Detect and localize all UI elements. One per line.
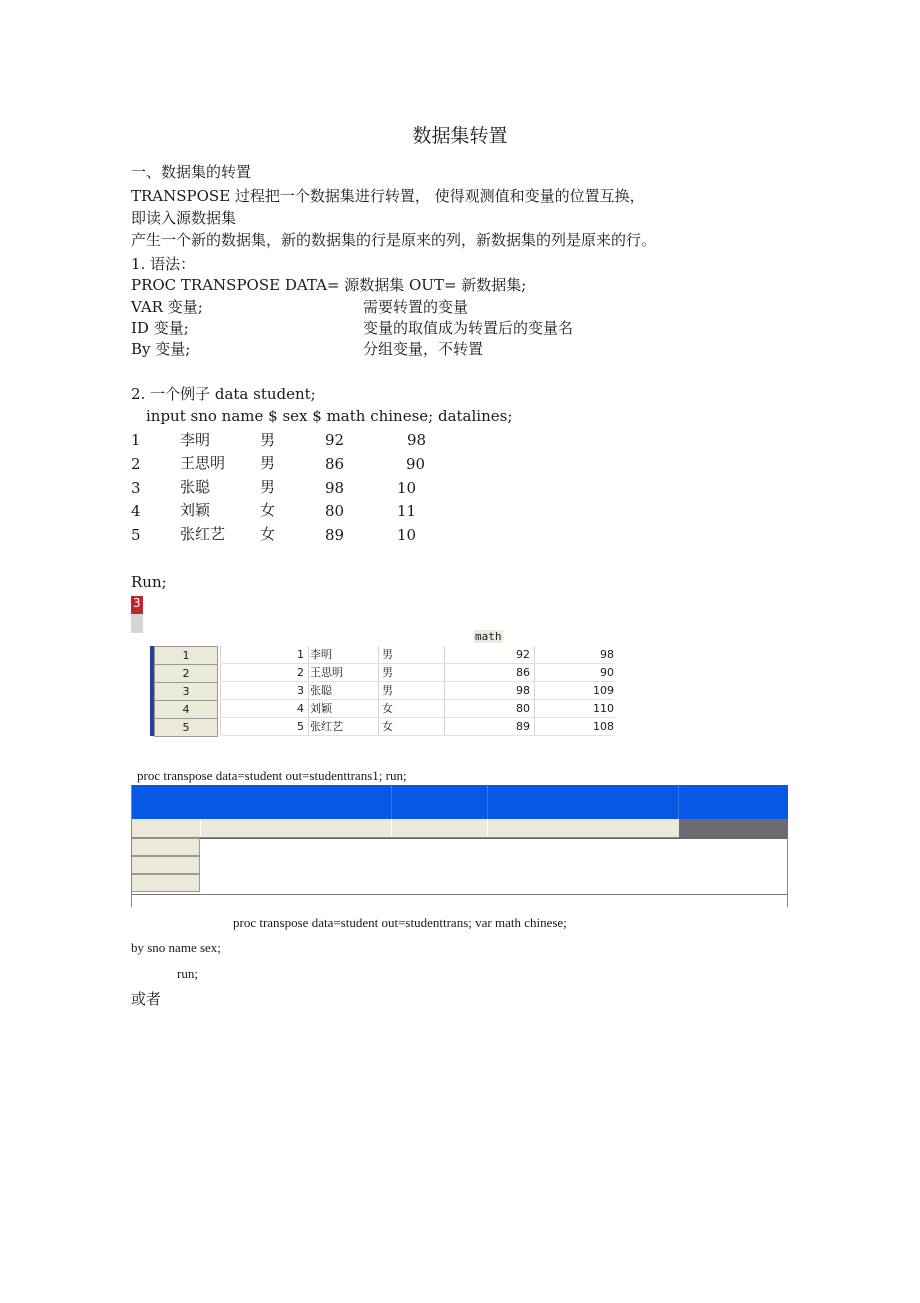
data-math: 80 bbox=[325, 502, 345, 520]
data-chinese: 90 bbox=[406, 455, 426, 473]
data-math: 86 bbox=[325, 455, 345, 473]
row-header[interactable]: 2 bbox=[154, 664, 218, 683]
data-math: 89 bbox=[325, 526, 345, 544]
run-statement: Run; bbox=[131, 573, 167, 591]
example-input-line: input sno name $ sex $ math chinese; datalines; bbox=[146, 407, 513, 425]
row-header[interactable] bbox=[131, 838, 200, 856]
data-name: 张红艺 bbox=[180, 525, 226, 543]
section-desc-1: TRANSPOSE 过程把一个数据集进行转置， 使得观测值和变量的位置互换， bbox=[131, 187, 645, 205]
cell-obs: 5 bbox=[297, 720, 304, 733]
cell-math: 92 bbox=[516, 648, 530, 661]
row-header[interactable] bbox=[131, 874, 200, 892]
data-sno: 4 bbox=[131, 502, 141, 520]
cell-name: 李明 bbox=[310, 648, 332, 661]
cell-math: 86 bbox=[516, 666, 530, 679]
cell-sex: 男 bbox=[382, 648, 393, 661]
section-heading: 一、数据集的转置 bbox=[131, 163, 252, 181]
data-sno: 1 bbox=[131, 431, 141, 449]
code-transpose-1: proc transpose data=student out=studenttrans1; run; bbox=[137, 768, 407, 783]
data-sex: 女 bbox=[260, 525, 276, 543]
data-sno: 5 bbox=[131, 526, 141, 544]
cell-obs: 2 bbox=[297, 666, 304, 679]
data-name: 刘颖 bbox=[180, 501, 211, 519]
code-transpose-2c: run; bbox=[177, 966, 198, 981]
window-titlebar bbox=[131, 785, 788, 819]
data-sex: 男 bbox=[260, 454, 276, 472]
data-chinese: 10 bbox=[397, 479, 417, 497]
table-row[interactable] bbox=[154, 646, 614, 664]
cell-chinese: 98 bbox=[600, 648, 614, 661]
code-transpose-2b: by sno name sex; bbox=[131, 940, 221, 955]
data-math: 92 bbox=[325, 431, 345, 449]
column-header-selected[interactable] bbox=[679, 819, 788, 838]
row-header[interactable]: 5 bbox=[154, 718, 218, 737]
cell-sex: 男 bbox=[382, 666, 393, 679]
cell-chinese: 110 bbox=[593, 702, 614, 715]
window-edge-glyph: 3 bbox=[133, 596, 141, 610]
table-row[interactable] bbox=[154, 664, 614, 682]
row-header[interactable]: 3 bbox=[154, 682, 218, 701]
cell-name: 张聪 bbox=[310, 684, 332, 697]
cell-sex: 女 bbox=[382, 720, 393, 733]
syntax-heading: 1. 语法： bbox=[131, 255, 196, 273]
data-chinese: 98 bbox=[407, 431, 427, 449]
row-header[interactable]: 1 bbox=[154, 646, 218, 665]
row-header[interactable] bbox=[131, 856, 200, 874]
data-math: 98 bbox=[325, 479, 345, 497]
cell-obs: 3 bbox=[297, 684, 304, 697]
table-body bbox=[200, 838, 788, 894]
cell-math: 80 bbox=[516, 702, 530, 715]
table-row[interactable] bbox=[154, 682, 614, 700]
cell-chinese: 109 bbox=[593, 684, 614, 697]
cell-obs: 4 bbox=[297, 702, 304, 715]
syntax-stmt-id: ID 变量; bbox=[131, 319, 189, 337]
column-header-row bbox=[131, 819, 679, 838]
cell-sex: 女 bbox=[382, 702, 393, 715]
table-row[interactable] bbox=[154, 718, 614, 736]
syntax-desc-by: 分组变量，不转置 bbox=[363, 340, 484, 358]
cell-name: 张红艺 bbox=[310, 720, 343, 733]
syntax-desc-var: 需要转置的变量 bbox=[363, 298, 469, 316]
data-sex: 男 bbox=[260, 478, 276, 496]
table-row[interactable] bbox=[154, 700, 614, 718]
data-name: 王思明 bbox=[180, 454, 226, 472]
syntax-desc-id: 变量的取值成为转置后的变量名 bbox=[363, 319, 574, 337]
viewtable-grid bbox=[150, 646, 614, 736]
cell-name: 王思明 bbox=[310, 666, 343, 679]
cell-sex: 男 bbox=[382, 684, 393, 697]
code-transpose-2a: proc transpose data=student out=studenttrans; var math chinese; bbox=[233, 915, 567, 930]
syntax-proc-line: PROC TRANSPOSE DATA= 源数据集 OUT= 新数据集; bbox=[131, 276, 527, 294]
row-header[interactable]: 4 bbox=[154, 700, 218, 719]
cell-math: 98 bbox=[516, 684, 530, 697]
column-header-math[interactable]: math bbox=[475, 630, 502, 643]
data-sno: 2 bbox=[131, 455, 141, 473]
data-chinese: 11 bbox=[397, 502, 417, 520]
data-sex: 女 bbox=[260, 501, 276, 519]
syntax-stmt-var: VAR 变量; bbox=[131, 298, 203, 316]
example-heading: 2. 一个例子 data student; bbox=[131, 385, 316, 403]
cell-chinese: 108 bbox=[593, 720, 614, 733]
cell-math: 89 bbox=[516, 720, 530, 733]
cell-obs: 1 bbox=[297, 648, 304, 661]
data-name: 张聪 bbox=[180, 478, 211, 496]
data-sex: 男 bbox=[260, 431, 276, 449]
page-title: 数据集转置 bbox=[412, 125, 508, 147]
cell-chinese: 90 bbox=[600, 666, 614, 679]
section-desc-2: 即读入源数据集 bbox=[131, 209, 237, 227]
syntax-stmt-by: By 变量; bbox=[131, 340, 191, 358]
section-desc-3: 产生一个新的数据集，新的数据集的行是原来的列，新数据集的列是原来的行。 bbox=[131, 231, 657, 249]
data-sno: 3 bbox=[131, 479, 141, 497]
data-name: 李明 bbox=[180, 431, 211, 449]
footer-text: 或者 bbox=[131, 990, 162, 1008]
cell-name: 刘颖 bbox=[310, 702, 332, 715]
data-chinese: 10 bbox=[397, 526, 417, 544]
